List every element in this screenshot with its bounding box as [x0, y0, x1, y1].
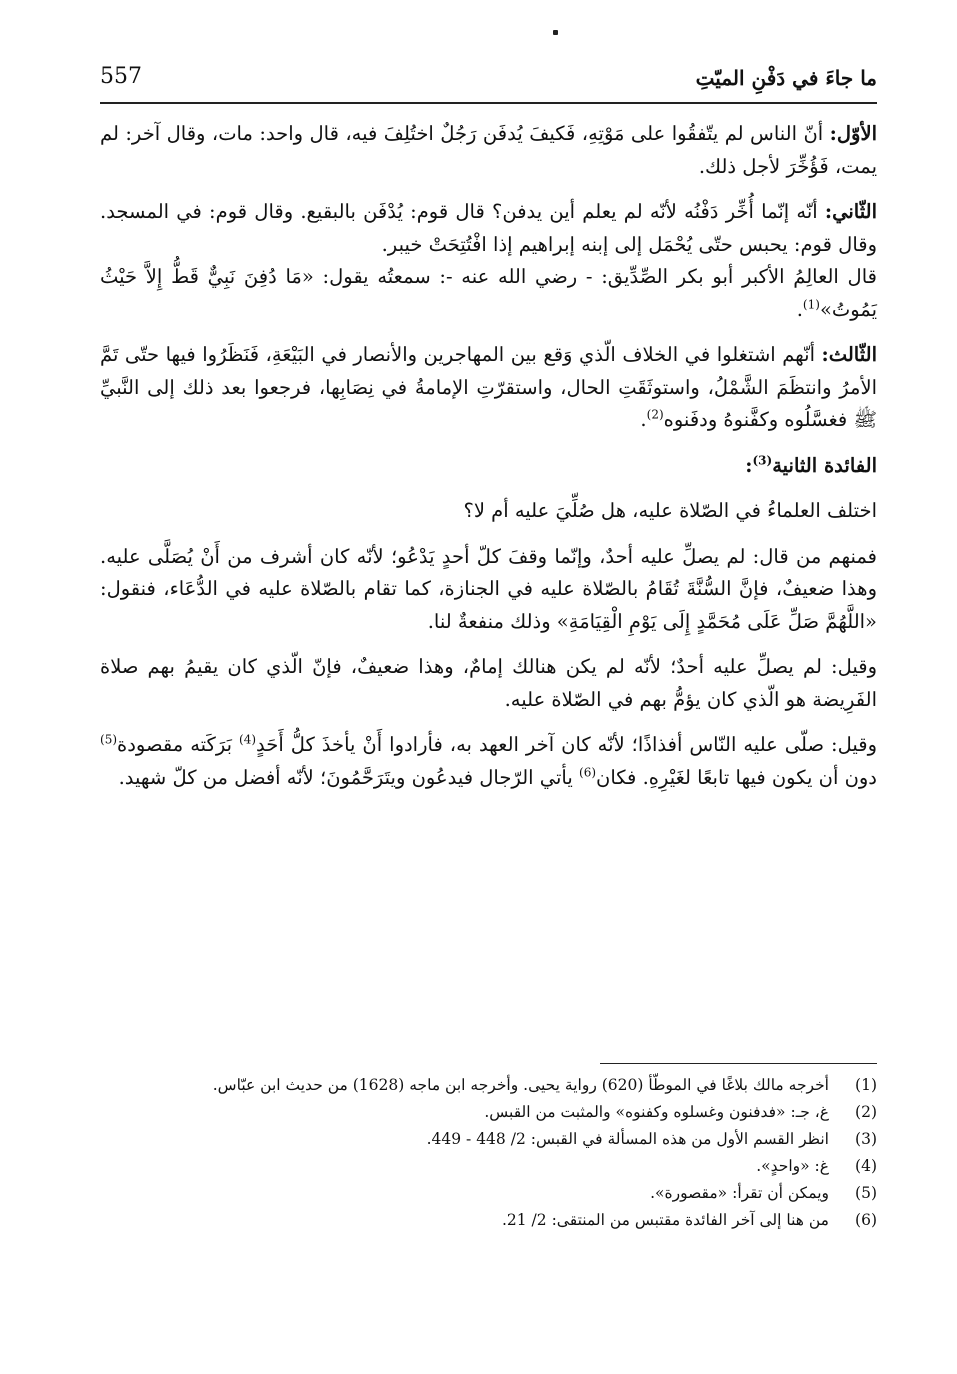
footnote-text: غ، جـ: «فدفنون وغسلوه وكفنوه» والمثبت من القبس.: [484, 1103, 829, 1121]
paragraph-opinion-1: [100, 541, 877, 639]
footnote-ref: (1): [802, 297, 820, 311]
footnote-text: أخرجه مالك بلاغًا في الموطّأ (620) رواية يحيى. وأخرجه ابن ماجه (1628) من حديث ابن عبّاس.: [212, 1076, 829, 1094]
footnote: [100, 1126, 877, 1153]
footnote: [100, 1207, 877, 1234]
footnote: [100, 1180, 877, 1207]
footnote-ref: (3): [752, 453, 773, 467]
footnote-text: غ: «واحدٍ».: [756, 1157, 829, 1175]
paragraph-text: بَرَكَته مقصودة: [117, 733, 240, 756]
paragraph-second: [100, 196, 877, 261]
body-text: [100, 118, 877, 807]
footnote-ref: (2): [646, 407, 664, 422]
paragraph-tail: .: [796, 297, 803, 321]
paragraph-lead: الثّاني:: [824, 200, 877, 223]
section-heading-tail: :: [745, 453, 753, 477]
section-heading: [100, 450, 877, 483]
footnotes: [100, 1072, 877, 1234]
paragraph-text: أنّ الناس لم يتّفقُوا على مَوْتِهِ، فَكيفَ يُدفَن رَجُلٌ اختُلِفَ فيه، قال واحد: مات، وقال آخر: لم يمت، فَؤُخِّرَ لأجل ذلك.: [100, 122, 877, 178]
paragraph-text: قال العالِمُ الأكبر أبو بكر الصِّدِّيق: - رضي الله عنه -: سمعتُه يقول: «مَا دُفِنَ نَبِيٌّ قَطُّ إِلاَّ حَيْثُ يَمُوتُ»: [100, 265, 877, 321]
paragraph-text: يأتي الرّجال فيدعُون ويتَرَحَّمُونَ؛ لأنّه أفضل من كلّ شهيد.: [118, 765, 579, 789]
footnote-text: من هنا إلى آخر الفائدة مقتبس من المنتقى: 2/ 21.: [501, 1211, 829, 1229]
page-mark: [553, 30, 558, 35]
paragraph-text: اختلف العلماءُ في الصّلاة عليه، هل صُلِّيَ عليه أم لا؟: [463, 499, 877, 522]
running-title: ما جاءَ في دَفْنِ الميّتِ: [695, 66, 877, 90]
footnote-ref: (5): [100, 732, 118, 747]
footnote-number: (1): [855, 1076, 877, 1094]
paragraph-text: وقيل: لم يصلِّ عليه أحدٌ؛ لأنّه لم يكن هنالك إمامٌ، وهذا ضعيفٌ، فإنّ الّذي كان يقيمُ بهم صلاة الفَرِيضة هو الّذي كان يؤمُّ بهم في الصّلاة عليه.: [100, 655, 877, 711]
footnote: [100, 1099, 877, 1126]
footnote-text: انظر القسم الأول من هذه المسألة في القبس: 2/ 448 - 449.: [426, 1130, 829, 1148]
page-header: [100, 62, 877, 98]
footnote-rule: [600, 1063, 877, 1064]
page-number: 557: [100, 64, 142, 89]
paragraph-text: دون أن يكون فيها تابعًا لغَيْرِهِ. فكان: [596, 765, 877, 789]
paragraph-question: [100, 495, 877, 528]
section-heading-text: الفائدة الثانية: [772, 453, 877, 477]
footnote-text: ويمكن أن تقرأ: «مقصورة».: [650, 1184, 829, 1202]
paragraph-tail: .: [640, 408, 647, 431]
footnote-number: (2): [855, 1103, 877, 1121]
footnote: [100, 1072, 877, 1099]
paragraph-quote: [100, 261, 877, 326]
paragraph-opinion-2: [100, 651, 877, 716]
header-rule: [100, 102, 877, 104]
footnote-ref: (6): [579, 765, 597, 779]
paragraph-opinion-3: [100, 729, 877, 794]
paragraph-first: [100, 118, 877, 183]
paragraph-lead: الثّالث:: [821, 343, 877, 366]
footnote-number: (3): [855, 1130, 877, 1148]
footnote-number: (4): [855, 1157, 877, 1175]
paragraph-text: أنّه إنّما أُخِّر دَفْنُه لأنّه لم يعلم أين يدفن؟ قال قوم: يُدْفَن بالبقيع. وقال قوم: في المسجد. وقال قوم: يحبس حتّى يُحْمَل إلى إبنه إبراهيم إذا افْتُتِحَتْ خيبر.: [100, 200, 877, 256]
paragraph-lead: الأوّل:: [829, 122, 877, 145]
footnote: [100, 1153, 877, 1180]
footnote-number: (6): [855, 1211, 877, 1229]
paragraph-text: وقيل: صلّى عليه النّاس أفذاذًا؛ لأنّه كان آخر العهد به، فأرادوا أَنْ يأخذَ كلُّ أَحَدٍ: [256, 733, 877, 756]
paragraph-text: فمنهم من قال: لم يصلِّ عليه أحدٌ، وإنّما وقفَ كلّ أحدٍ يَدْعُو؛ لأنّه كان أشرف من أَنْ يُصَلَّى عليه. وهذا ضعيفٌ، فإنَّ السُّنَّةَ تُقَامُ بالصّلاة عليه في الجنازة، كما تقام بالصّلاة عليه في الدُّعَاء، فنقول: «اللَّهُمَّ صَلِّ عَلَى مُحَمَّدٍ إِلَى يَوْمِ الْقِيَامَةِ» وذلك منفعةٌ لنا.: [100, 544, 877, 633]
paragraph-text: أنّهم اشتغلوا في الخلاف الّذي وَقع بين المهاجرين والأنصار في البَيْعَةِ، فَنَظَرُوا فيها حتّى تَمَّ الأمرُ وانتظَمَ الشَّمْلُ، واستوثَقَتِ الحال، واستقرّتِ الإمامةُ في نِصَابِها، فرجعوا بعد ذلك إلى النَّبيِّ ﷺ فغسَّلُوه وكفَّنوهُ ودفَنوه: [100, 343, 877, 431]
footnote-number: (5): [855, 1184, 877, 1202]
footnote-ref: (4): [239, 732, 257, 747]
paragraph-third: [100, 339, 877, 437]
